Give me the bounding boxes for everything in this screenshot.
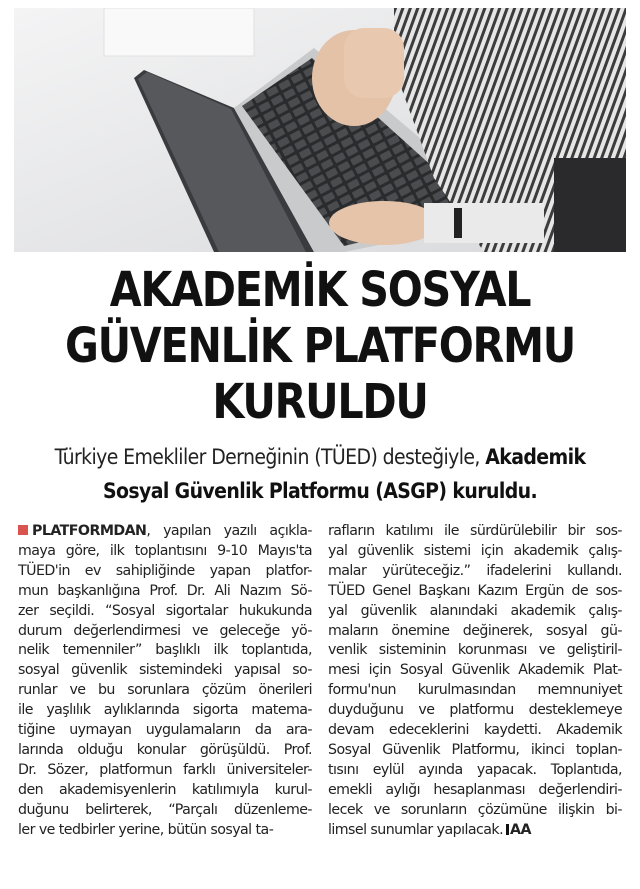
article-line — [18, 821, 312, 841]
article-line-text: nelik temenniler” başlıklı ilk toplantıda, — [18, 642, 312, 659]
article-line — [328, 582, 622, 602]
article-line-text: duyduğunu ve platformu desteklemeye — [328, 702, 622, 719]
headline-line-2: GÜVENLİK PLATFORMU — [64, 318, 576, 374]
article-line — [328, 562, 622, 582]
article-line — [18, 781, 312, 801]
subheadline — [14, 440, 626, 508]
article-line-text: yal güvenlik alanındaki akademik çalış- — [328, 602, 622, 619]
article-line — [328, 801, 622, 821]
article-line-text: duğunu belirterek, “Parçalı düzenleme- — [18, 801, 312, 818]
article-line-text: sosyal güvenlik sistemindeki yapısal so- — [18, 662, 312, 679]
article-line — [18, 701, 312, 721]
article-line — [328, 781, 622, 801]
article-line — [328, 602, 622, 622]
headline-line-3: KURULDU — [212, 374, 428, 430]
laptop-photo-illustration — [14, 8, 626, 252]
article-line — [328, 622, 622, 642]
article-line-text: runlar ve bu sorunlara çözüm önerileri — [18, 682, 312, 699]
article-column-1 — [18, 522, 312, 872]
headline-line-1: AKADEMİK SOSYAL — [109, 262, 531, 318]
article-line — [328, 681, 622, 701]
article-line — [328, 721, 622, 741]
article-line — [18, 522, 312, 542]
article-line-text: larında olduğu konular görüşüldü. Prof. — [18, 741, 312, 758]
article-line-text: formu'nun kurulmasından memnuniyet — [328, 682, 622, 699]
article-line — [18, 661, 312, 681]
subheadline-line-1 — [14, 440, 626, 474]
article-line-text: venlik sisteminin korunması ve geliştiril- — [328, 642, 622, 659]
article-line — [18, 582, 312, 602]
article-line — [328, 701, 622, 721]
article-line — [328, 761, 622, 781]
article-line-text: , yapılan yazılı açıkla- — [146, 523, 312, 539]
article-line — [18, 761, 312, 781]
article-line — [328, 741, 622, 761]
subheadline-bold-1: Akademik — [485, 445, 586, 469]
article-line-text: malar yürüteceğiz.” ifadelerini kullandı. — [328, 562, 622, 579]
article-line — [328, 522, 622, 542]
article-line-text: TÜED'in ev sahipliğinde yapan platfor- — [18, 562, 312, 579]
article-line-text: yal güvenlik sistemi için akademik çalış- — [328, 542, 622, 559]
article-line — [328, 821, 622, 841]
article-line — [18, 801, 312, 821]
article-line — [18, 641, 312, 661]
article-line-text: mesi için Sosyal Güvenlik Akademik Plat- — [328, 662, 622, 679]
article-line-text: ler ve tedbirler yerine, bütün sosyal ta- — [18, 821, 274, 838]
article-line — [18, 721, 312, 741]
article-line — [328, 661, 622, 681]
article-line-text: tiğine uymayan uygulamaların da ara- — [18, 722, 312, 739]
article-line — [18, 542, 312, 562]
article-line-text: Dr. Sözer, platformun farklı üniversiteler- — [18, 761, 312, 778]
subheadline-line-2 — [14, 474, 626, 508]
article-line-text: emekli aylığı hesaplanması değerlendiri- — [328, 781, 622, 798]
article-column-2 — [328, 522, 622, 872]
article-line — [18, 562, 312, 582]
article-line-text: lecek ve sorunların çözümüne ilişkin bi- — [328, 801, 622, 818]
article-line — [18, 681, 312, 701]
article-photo — [14, 8, 626, 252]
article-line-text: Sosyal Güvenlik Platformu, ikinci toplan- — [328, 741, 622, 758]
article-line-text: maya göre, ilk toplantısını 9-10 Mayıs'ta — [18, 542, 312, 559]
article-line-text: den akademisyenlerin katılımıyla kurul- — [18, 781, 312, 798]
article-body — [18, 522, 622, 872]
article-line — [328, 641, 622, 661]
article-line-text: ile yaşlılık aylıklarında sigorta matema- — [18, 702, 312, 719]
section-marker-icon — [18, 525, 28, 535]
article-line-text: limsel sunumlar yapılacak. — [328, 821, 504, 838]
headline — [57, 262, 583, 430]
subheadline-bold-2: Sosyal Güvenlik Platformu (ASGP) kuruldu. — [102, 479, 538, 503]
article-line-text: maların önemine değinerek, sosyal gü- — [328, 622, 622, 639]
article-line — [18, 622, 312, 642]
end-mark-icon — [506, 824, 509, 835]
article-line-text: durum değerlendirmesi ve geleceğe yö- — [18, 622, 312, 639]
article-line — [18, 602, 312, 622]
article-line-text: mun başkanlığına Prof. Dr. Ali Nazım Sö- — [18, 582, 312, 599]
lead-word: PLATFORMDAN — [32, 523, 147, 539]
article-line-text: tısını eylül ayında yapacak. Toplantıda, — [328, 761, 622, 778]
subheadline-text: Türkiye Emekliler Derneğinin (TÜED) desteğiyle, — [54, 445, 486, 469]
article-line — [18, 741, 312, 761]
article-line-text: TÜED Genel Başkanı Kazım Ergün de sos- — [328, 582, 622, 599]
article-line — [328, 542, 622, 562]
article-line-text: devam edeceklerini kaydetti. Akademik — [328, 722, 622, 739]
article-line-text: zer seçildi. “Sosyal sigortalar hukukunda — [18, 602, 312, 619]
news-source: AA — [510, 821, 531, 838]
article-line-text: rafların katılımı ile sürdürülebilir bir sos- — [328, 523, 622, 539]
